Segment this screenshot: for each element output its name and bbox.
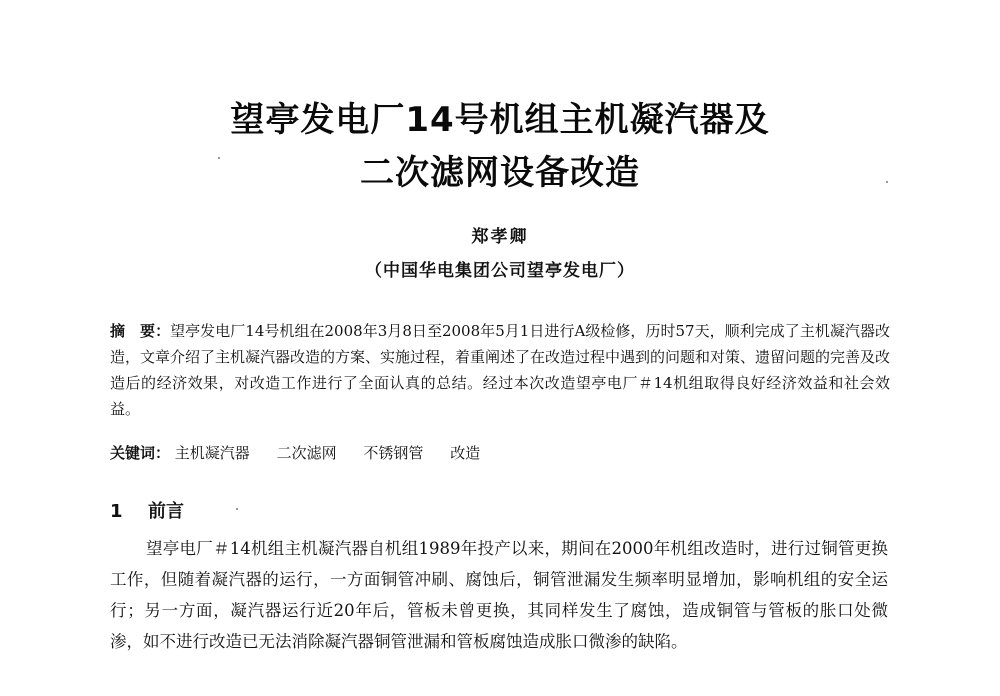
section-paragraph: 望亭电厂＃14机组主机凝汽器自机组1989年投产以来，期间在2000年机组改造时，进行过铜管更换工作，但随着凝汽器的运行，一方面铜管冲刷、腐蚀后，铜管泄漏发生频率明显增加，影响机组的安全运行；另一方面，凝汽器运行近20年后，管板未曾更换，其同样发生了腐蚀，造成铜管与管板的胀口处微渗，如不进行改造已无法消除凝汽器铜管泄漏和管板腐蚀造成胀口微渗的缺陷。 bbox=[110, 539, 888, 651]
keyword-item: 不锈钢管 bbox=[363, 444, 424, 462]
scan-speck bbox=[218, 157, 220, 159]
paper-title-line-1: 望亭发电厂14号机组主机凝汽器及 bbox=[230, 100, 770, 140]
keywords-label: 关键词： bbox=[110, 444, 171, 462]
scan-speck bbox=[886, 181, 888, 183]
scan-speck bbox=[236, 508, 238, 510]
author-affiliation: （中国华电集团公司望亭发电厂） bbox=[365, 261, 635, 281]
abstract-label: 摘 要： bbox=[110, 322, 171, 340]
section-number: 1 bbox=[110, 501, 123, 522]
keyword-item: 主机凝汽器 bbox=[174, 444, 250, 462]
author-name: 郑孝卿 bbox=[471, 227, 529, 247]
paper-title-line-2: 二次滤网设备改造 bbox=[360, 153, 640, 193]
section-heading bbox=[110, 497, 184, 523]
keywords bbox=[110, 440, 890, 466]
section-title: 前言 bbox=[148, 501, 184, 522]
keyword-item: 改造 bbox=[450, 444, 481, 462]
abstract-text: 望亭发电厂14号机组在2008年3月8日至2008年5月1日进行A级检修，历时57天，顺利完成了主机凝汽器改造，文章介绍了主机凝汽器改造的方案、实施过程，着重阐述了在改造过程中遇到的问题和对策、遗留问题的完善及改造后的经济效果，对改造工作进行了全面认真的总结。经过本次改造望亭电厂＃14机组取得良好经济效益和社会效益。 bbox=[110, 322, 891, 418]
abstract bbox=[110, 318, 890, 422]
keyword-item: 二次滤网 bbox=[276, 444, 337, 462]
